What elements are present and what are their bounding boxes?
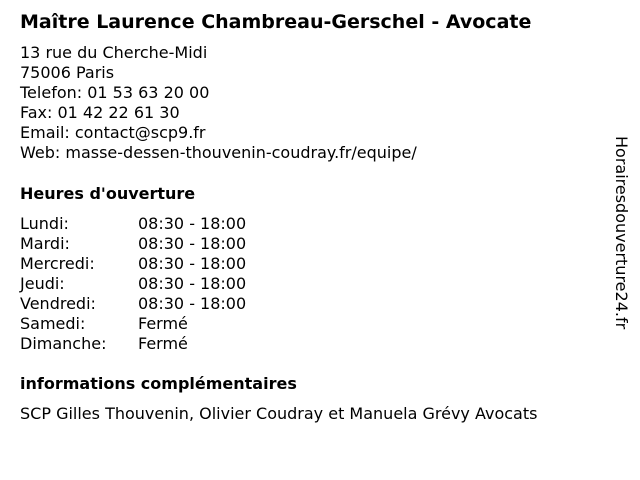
hours-row-friday [20, 294, 246, 314]
site-watermark: Horairesdouverture24.fr [612, 136, 631, 330]
phone-number: Telefon: 01 53 63 20 00 [20, 83, 210, 102]
opening-hours-heading: Heures d'ouverture [20, 184, 196, 203]
hours-row-tuesday [20, 234, 246, 254]
website-url: Web: masse-dessen-thouvenin-coudray.fr/equipe/ [20, 143, 417, 162]
hours-value: 08:30 - 18:00 [138, 254, 247, 273]
hours-value: 08:30 - 18:00 [138, 274, 247, 293]
hours-value: 08:30 - 18:00 [138, 234, 247, 253]
hours-value: 08:30 - 18:00 [138, 214, 247, 233]
hours-value: 08:30 - 18:00 [138, 294, 247, 313]
day-label: Jeudi: [20, 274, 65, 293]
day-label: Dimanche: [20, 334, 107, 353]
day-label: Mercredi: [20, 254, 95, 273]
fax-number: Fax: 01 42 22 61 30 [20, 103, 180, 122]
business-title: Maître Laurence Chambreau-Gerschel - Avocate [20, 11, 532, 33]
email-address: Email: contact@scp9.fr [20, 123, 206, 142]
additional-info-text: SCP Gilles Thouvenin, Olivier Coudray et Manuela Grévy Avocats [20, 404, 538, 423]
hours-value: Fermé [138, 334, 188, 353]
day-label: Lundi: [20, 214, 69, 233]
additional-info-heading: informations complémentaires [20, 374, 297, 393]
contact-block [20, 43, 417, 163]
day-label: Mardi: [20, 234, 70, 253]
hours-row-monday [20, 214, 246, 234]
hours-value: Fermé [138, 314, 188, 333]
hours-row-wednesday [20, 254, 246, 274]
street-address: 13 rue du Cherche-Midi [20, 43, 208, 62]
hours-row-saturday [20, 314, 246, 334]
day-label: Vendredi: [20, 294, 96, 313]
hours-row-thursday [20, 274, 246, 294]
opening-hours-list [20, 214, 246, 354]
day-label: Samedi: [20, 314, 86, 333]
city-address: 75006 Paris [20, 63, 115, 82]
hours-row-sunday [20, 334, 246, 354]
